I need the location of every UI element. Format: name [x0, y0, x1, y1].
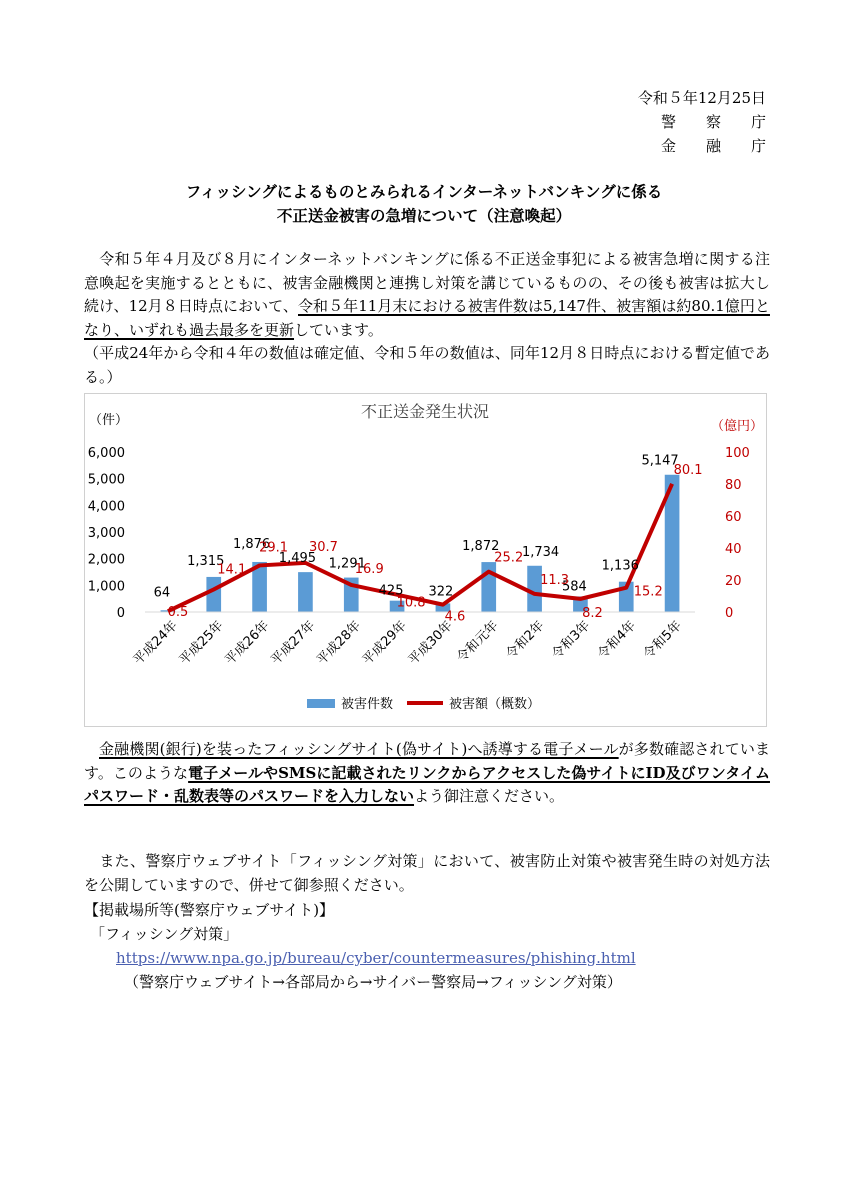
phishing-url-link[interactable]: https://www.npa.go.jp/bureau/cyber/countermeasures/phishing.html: [116, 949, 636, 967]
line-value-label: 15.2: [633, 584, 663, 600]
line-value-label: 29.1: [259, 540, 289, 556]
intro-underlined: 令和５年11月末における被害件数は5,147件、被害額は約80.1億円となり、いずれも過去最多を更新: [84, 297, 770, 339]
bar-value-label: 425: [378, 583, 404, 599]
bar-value-label: 1,876: [232, 536, 271, 552]
title-line-1: フィッシングによるものとみられるインターネットバンキングに係る: [185, 183, 663, 201]
warning-bold: 電子メールやSMSに記載されたリンクからアクセスした偽サイトにID及びワンタイムパスワード・乱数表等のパスワードを入力しない: [84, 763, 770, 805]
bar-value-label: 1,136: [601, 558, 639, 574]
category-label: 平成29年: [360, 618, 410, 669]
left-axis-unit: （件）: [89, 413, 129, 428]
line-value-label: 30.7: [308, 539, 338, 555]
bar-value-label: 1,315: [187, 553, 225, 569]
bar-3: [298, 572, 313, 612]
category-label: 令和4年: [595, 618, 640, 663]
left-tick-label: 2,000: [87, 552, 125, 568]
line-value-label: 10.8: [396, 595, 426, 611]
category-label: 平成26年: [222, 618, 273, 669]
category-label: 令和元年: [454, 618, 502, 666]
document-header: [637, 86, 796, 158]
bar-1: [206, 577, 221, 612]
left-tick-label: 4,000: [87, 499, 125, 515]
line-value-label: 4.6: [444, 609, 466, 625]
line-value-label: 8.2: [582, 605, 603, 621]
org-fsa: 金融庁: [660, 137, 796, 155]
category-label: 令和3年: [549, 618, 594, 663]
right-axis-unit: （億円）: [711, 419, 764, 434]
legend-line-label: 被害額（概数）: [449, 697, 541, 712]
warning-end: よう御注意ください。: [414, 787, 565, 805]
org-npa: 警察庁: [660, 113, 796, 131]
category-label: 平成30年: [405, 618, 456, 669]
line-value-label: 25.2: [494, 550, 524, 566]
legend-bar-label: 被害件数: [341, 697, 394, 712]
document-title: [0, 180, 848, 228]
right-tick-label: 60: [725, 510, 742, 525]
warning-underlined: 金融機関(銀行)を装ったフィッシングサイト(偽サイト)へ誘導する電子メール: [99, 740, 619, 758]
reference-path: （警察庁ウェブサイト→各部局から→サイバー警察局→フィッシング対策）: [124, 973, 622, 991]
chart-title: 不正送金発生状況: [360, 402, 490, 421]
bar-value-label: 584: [562, 579, 587, 595]
intro-text-2: しています。: [294, 320, 383, 339]
right-tick-label: 80: [725, 478, 742, 493]
line-value-label: 80.1: [673, 462, 703, 478]
warning-paragraph: [84, 738, 770, 809]
line-value-label: 0.5: [167, 605, 189, 621]
reference-info: [84, 898, 770, 994]
category-label: 平成25年: [176, 618, 227, 669]
title-line-2: 不正送金被害の急増について（注意喚起）: [276, 207, 572, 225]
bar-7: [481, 562, 496, 612]
fraud-chart: [85, 394, 766, 726]
reference-paragraph: また、警察庁ウェブサイト「フィッシング対策」において、被害防止対策や被害発生時の対処方法を公開していますので、併せて御参照ください。: [84, 852, 770, 894]
line-value-label: 11.3: [540, 572, 570, 588]
right-tick-label: 20: [725, 574, 742, 589]
intro-paragraph: [84, 248, 770, 389]
line-value-label: 16.9: [354, 561, 384, 577]
issue-date: 令和５年12月25日: [637, 89, 766, 107]
right-tick-label: 40: [725, 542, 742, 557]
right-tick-label: 0: [725, 606, 734, 621]
line-value-label: 14.1: [217, 562, 247, 578]
left-tick-label: 6,000: [87, 446, 125, 461]
right-tick-label: 100: [725, 446, 750, 461]
reference-page-name: 「フィッシング対策」: [90, 925, 239, 943]
left-tick-label: 0: [116, 606, 125, 621]
bar-value-label: 5,147: [641, 453, 679, 469]
reference-heading: 【掲載場所等(警察庁ウェブサイト)】: [84, 901, 335, 919]
bar-value-label: 1,495: [278, 551, 317, 567]
warning-text: が多数確認されています。このような: [84, 740, 770, 782]
bar-value-label: 1,291: [328, 556, 366, 572]
bar-value-label: 1,872: [462, 539, 500, 555]
chart-frame: [84, 393, 767, 727]
intro-text-1: 令和５年４月及び８月にインターネットバンキングに係る不正送金事犯による被害急増に関する注意喚起を実施するとともに、被害金融機関と連携し対策を講じているものの、その後も被害は拡大し続け、12月８日時点において、: [84, 250, 770, 315]
category-label: 平成28年: [314, 618, 365, 669]
bar-value-label: 1,734: [521, 544, 560, 560]
bar-value-label: 322: [428, 584, 454, 600]
bar-value-label: 64: [153, 585, 171, 601]
left-tick-label: 3,000: [87, 526, 125, 541]
intro-note: （平成24年から令和４年の数値は確定値、令和５年の数値は、同年12月８日時点における暫定値である。）: [84, 344, 770, 386]
left-tick-label: 5,000: [87, 472, 125, 488]
category-label: 平成27年: [268, 618, 319, 669]
category-label: 平成24年: [130, 618, 181, 669]
category-label: 令和5年: [640, 618, 685, 663]
category-label: 令和2年: [503, 618, 548, 663]
left-tick-label: 1,000: [87, 579, 125, 595]
legend-bar-swatch: [307, 699, 335, 708]
